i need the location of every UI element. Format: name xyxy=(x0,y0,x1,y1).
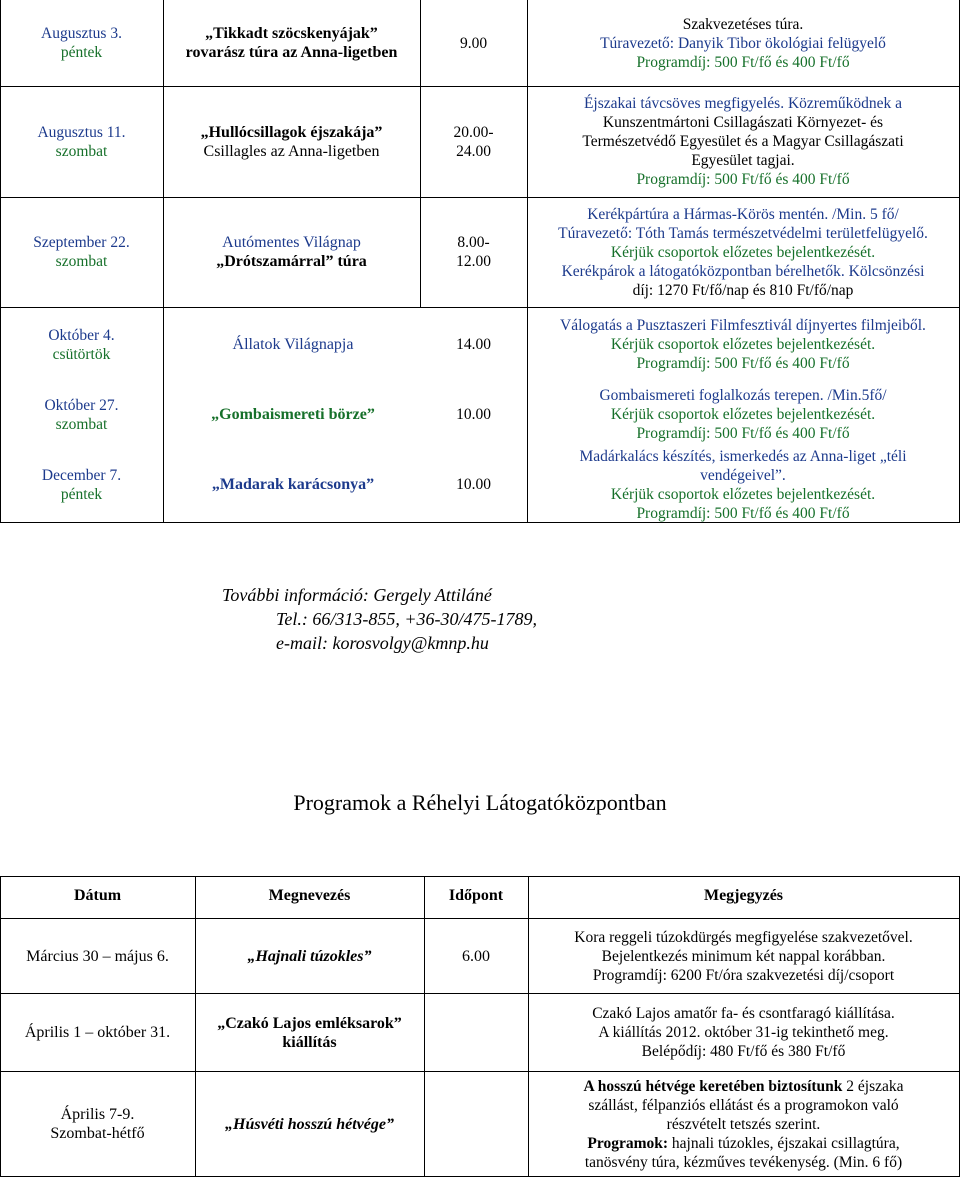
top-row-5-date-line: szombat xyxy=(55,415,108,433)
top-row-1-note-line: Programdíj: 500 Ft/fő és 400 Ft/fő xyxy=(636,53,850,71)
top-row-2-note-line: Programdíj: 500 Ft/fő és 400 Ft/fő xyxy=(636,171,850,188)
top-row-5-title-line: „Gombaismereti börze” xyxy=(211,406,375,423)
top-row-6-date xyxy=(0,447,163,522)
top-row-1-date xyxy=(0,0,163,86)
top-row-2-date-line: szombat xyxy=(55,142,108,160)
top-row-3-date-line: Szeptember 22. xyxy=(33,234,130,251)
top-row-5-date-line: Október 27. xyxy=(44,396,119,414)
top-row-2-title-line: „Hullócsillagok éjszakája” xyxy=(200,123,383,141)
bottom-row-1-note-line: Programdíj: 6200 Ft/óra szakvezetési díj/csoport xyxy=(592,966,895,984)
top-row-4-title xyxy=(163,307,423,382)
top-row-1-title xyxy=(163,0,420,86)
top-row-3-note-line: Kérjük csoportok előzetes bejelentkezését. xyxy=(610,243,876,261)
top-row-1-title-line: rovarász túra az Anna-ligetben xyxy=(185,44,398,61)
top-row-2-date-line: Augusztus 11. xyxy=(37,123,126,141)
top-row-6-note-line: Programdíj: 500 Ft/fő és 400 Ft/fő xyxy=(636,504,850,522)
top-row-6-note-line: vendégeivel”. xyxy=(700,466,786,484)
top-row-1-date-line: péntek xyxy=(60,44,103,61)
bottom-row-2-title-line: kiállítás xyxy=(282,1033,337,1051)
top-row-5-title xyxy=(163,382,423,447)
top-row-2-note-line: Éjszakai távcsöves megfigyelés. Közreműködnek a xyxy=(583,95,903,112)
top-row-5-date xyxy=(0,382,163,447)
top-row-2-note-line: Egyesület tagjai. xyxy=(691,152,795,169)
bottom-row-1-note-line: Kora reggeli túzokdürgés megfigyelése szakvezetővel. xyxy=(574,928,913,946)
top-row-6-title-line: „Madarak karácsonya” xyxy=(211,476,375,493)
contact-line-phone: Tel.: 66/313-855, +36-30/475-1789, xyxy=(276,609,537,629)
contact-line-name: További információ: Gergely Attiláné xyxy=(222,585,492,605)
bottom-row-3-note-line-emphasis: Programok: xyxy=(587,1134,669,1152)
top-row-6-time-line: 10.00 xyxy=(456,476,491,493)
top-row-6-date-line: December 7. xyxy=(41,466,122,484)
bottom-row-3-time xyxy=(424,1072,528,1176)
top-row-6-note-line: Madárkalács készítés, ismerkedés az Anna-liget „téli xyxy=(579,447,907,465)
contact-info xyxy=(222,583,537,655)
top-row-2-date xyxy=(0,86,163,197)
top-row-6-note xyxy=(527,447,959,522)
bottom-row-3-note xyxy=(528,1072,959,1176)
top-row-5-time-line: 10.00 xyxy=(456,406,491,423)
bottom-row-3-note-line: A hosszú hétvége keretében biztosítunk 2 éjszaka xyxy=(583,1077,904,1095)
bottom-row-2-title xyxy=(195,994,424,1071)
contact-line-email: e-mail: korosvolgy@kmnp.hu xyxy=(276,633,489,653)
bottom-row-3-note-line: Programok: hajnali túzokles, éjszakai csillagtúra, xyxy=(587,1134,900,1152)
top-row-4-date xyxy=(0,307,163,382)
bottom-row-2-title-line: „Czakó Lajos emléksarok” xyxy=(217,1014,402,1032)
bottom-row-3-note-line: szállást, félpanziós ellátást és a programokon való xyxy=(588,1096,899,1114)
bottom-row-3-title-line: „Húsvéti hosszú hétvége” xyxy=(225,1115,394,1133)
bottom-row-3-date-line: Szombat-hétfő xyxy=(50,1125,145,1142)
bottom-row-2-note-line: Belépődíj: 480 Ft/fő és 380 Ft/fő xyxy=(641,1043,846,1060)
top-row-1-date-line: Augusztus 3. xyxy=(41,25,122,42)
header-note: Megjegyzés xyxy=(703,887,784,904)
bottom-row-3-note-line-emphasis: A hosszú hétvége keretében biztosítunk xyxy=(583,1077,843,1095)
top-row-3-title-line: Autómentes Világnap xyxy=(222,234,361,251)
top-row-2-note-line: Kunszentmártoni Csillagászati Környezet- és xyxy=(602,114,884,131)
bottom-row-1-time-line: 6.00 xyxy=(462,947,490,965)
top-row-2-title-line: Csillagles az Anna-ligetben xyxy=(203,142,380,160)
top-row-4-note-line: Kérjük csoportok előzetes bejelentkezését. xyxy=(610,336,876,353)
top-row-2-title xyxy=(163,86,420,197)
top-row-5-note xyxy=(527,382,959,447)
top-row-6-time xyxy=(420,447,527,522)
top-row-3-time-line: 8.00- xyxy=(457,234,490,251)
top-row-5-note-line: Gombaismereti foglalkozás terepen. /Min.5fő/ xyxy=(599,387,887,404)
top-row-5-note-line: Programdíj: 500 Ft/fő és 400 Ft/fő xyxy=(636,425,850,442)
top-row-4-note xyxy=(527,307,959,382)
bottom-row-3-note-line: részvételt tetszés szerint. xyxy=(666,1115,821,1133)
top-row-3-note xyxy=(527,197,959,307)
top-row-5-time xyxy=(420,382,527,447)
top-row-1-note xyxy=(527,0,959,86)
top-row-2-time-line: 24.00 xyxy=(456,142,491,160)
top-row-1-note-line: Túravezető: Danyik Tibor ökológiai felügyelő xyxy=(600,34,886,52)
bottom-row-3-date xyxy=(0,1072,195,1176)
bottom-row-2-note-line: Czakó Lajos amatőr fa- és csontfaragó kiállítása. xyxy=(592,1005,895,1022)
bottom-row-3-title xyxy=(195,1072,424,1176)
top-row-4-note-line: Programdíj: 500 Ft/fő és 400 Ft/fő xyxy=(636,355,850,372)
top-row-4-note-line: Válogatás a Pusztaszeri Filmfesztivál díjnyertes filmjeiből. xyxy=(560,317,926,334)
top-row-2-time-line: 20.00- xyxy=(453,123,494,141)
bottom-table-top-line xyxy=(0,876,960,877)
top-row-4-time-line: 14.00 xyxy=(456,336,491,353)
header-time: Időpont xyxy=(448,887,504,904)
section-title: Programok a Réhelyi Látogatóközpontban xyxy=(293,790,667,815)
top-row-2-note xyxy=(527,86,959,197)
top-row-3-note-line: Túravezető: Tóth Tamás természetvédelmi területfelügyelő. xyxy=(558,224,928,242)
bottom-row-2-time xyxy=(424,994,528,1071)
top-row-3-note-line: Kerékpárok a látogatóközpontban bérelhetők. Kölcsönzési xyxy=(561,262,925,280)
top-row-3-date-line: szombat xyxy=(55,253,108,270)
bottom-row-2-note xyxy=(528,994,959,1071)
top-row-3-time-line: 12.00 xyxy=(456,253,491,270)
bottom-row-2-date-line: Április 1 – október 31. xyxy=(24,1024,171,1041)
top-row-4-date-line: Október 4. xyxy=(48,326,115,344)
bottom-row-1-date-line: Március 30 – május 6. xyxy=(26,947,169,965)
bottom-row-1-note xyxy=(528,919,959,993)
top-row-4-time xyxy=(420,307,527,382)
bottom-row-1-title-line: „Hajnali túzokles” xyxy=(247,947,372,965)
top-row-1-time xyxy=(420,0,527,86)
top-row-6-date-line: péntek xyxy=(60,485,103,503)
top-row-4-date-line: csütörtök xyxy=(52,345,111,363)
top-row-2-time xyxy=(420,86,527,197)
top-row-4-title-line: Állatok Világnapja xyxy=(232,336,354,353)
bottom-row-1-note-line: Bejelentkezés minimum két nappal korábban. xyxy=(601,947,886,965)
bottom-row-1-date xyxy=(0,919,195,993)
bottom-row-1-time xyxy=(424,919,528,993)
top-row-3-note-line: Kerékpártúra a Hármas-Körös mentén. /Min. 5 fő/ xyxy=(587,205,899,223)
top-row-3-title xyxy=(163,197,420,307)
top-row-5-note-line: Kérjük csoportok előzetes bejelentkezését. xyxy=(610,406,876,423)
top-row-2-note-line: Természetvédő Egyesület és a Magyar Csillagászati xyxy=(582,133,904,150)
bottom-row-1-title xyxy=(195,919,424,993)
header-name: Megnevezés xyxy=(268,887,351,904)
top-row-1-title-line: „Tikkadt szöcskenyájak” xyxy=(205,25,378,42)
top-row-3-date xyxy=(0,197,163,307)
header-date: Dátum xyxy=(73,887,122,904)
top-row-6-note-line: Kérjük csoportok előzetes bejelentkezését. xyxy=(610,485,876,503)
top-row-1-time-line: 9.00 xyxy=(459,34,488,52)
top-row-1-note-line: Szakvezetéses túra. xyxy=(682,15,804,33)
top-row-3-time xyxy=(420,197,527,307)
bottom-row-3-date-line: Április 7-9. xyxy=(60,1106,135,1123)
bottom-row-2-date xyxy=(0,994,195,1071)
top-row-6-title xyxy=(163,447,423,522)
bottom-row-2-note-line: A kiállítás 2012. október 31-ig tekinthető meg. xyxy=(598,1024,889,1041)
top-row-3-note-line: díj: 1270 Ft/fő/nap és 810 Ft/fő/nap xyxy=(632,281,854,299)
bottom-row-3-note-line: tanösvény túra, kézműves tevékenység. (Min. 6 fő) xyxy=(584,1153,903,1171)
top-row-3-title-line: „Drótszamárral” túra xyxy=(216,253,367,270)
